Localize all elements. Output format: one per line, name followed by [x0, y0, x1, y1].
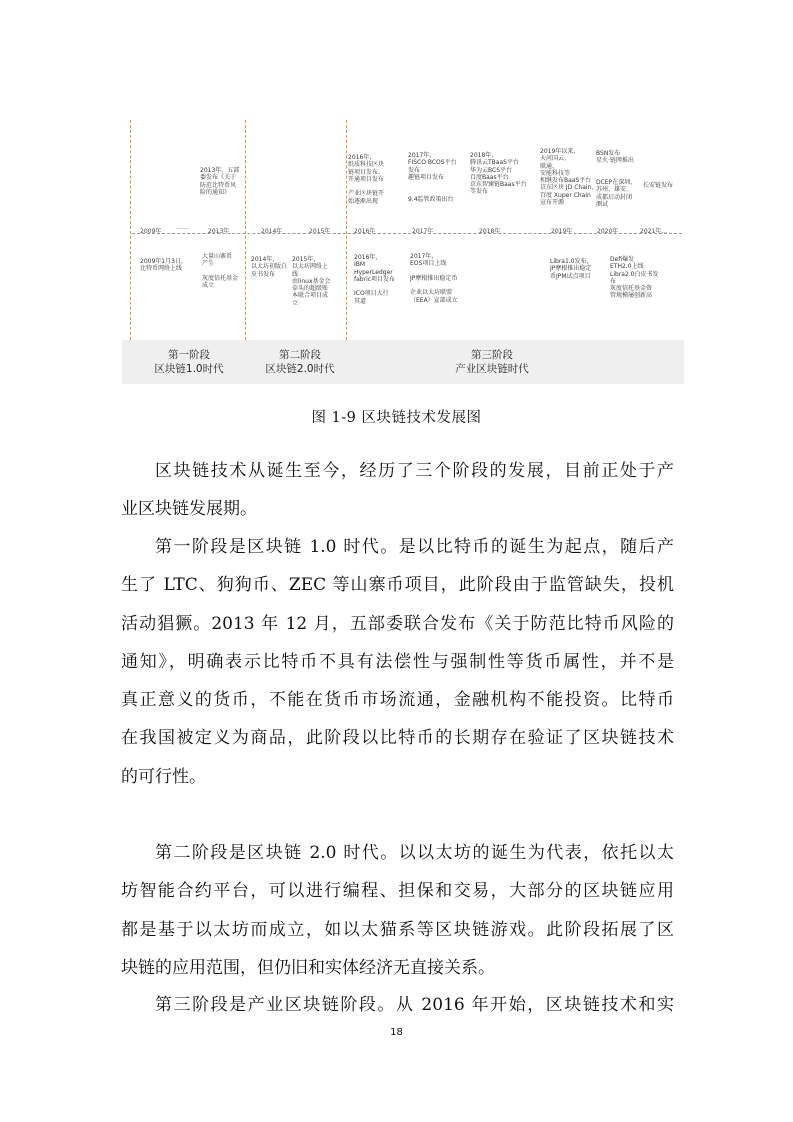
year-label: 2018年	[479, 228, 501, 235]
timeline-event: 2014年， 以太坊初版白 皮书发布	[251, 256, 288, 278]
year-label: 2015年	[309, 228, 331, 235]
body-paragraph: 第二阶段是区块链 2.0 时代。以以太坊的诞生为代表，依托以太 坊智能合约平台，可以进行编程、担保和交易，大部分的区块链应用 都是基于以太坊而成立，如以太猫系等区块链游戏。此阶段拓展了区 块链的应用范围，但仍旧和实体经济无直接关系。	[121, 843, 674, 978]
timeline-event: 2018年， 腾讯云TBaaS平台 华为云BCS平台 百度Baas平台 京东智臻链Baas平台 等发布	[470, 152, 527, 196]
timeline-event: 2017年， FISCO BCOS平台 发布 趣链项目发布 9.4监管政策出台	[408, 152, 457, 203]
page-number: 18	[390, 1027, 403, 1038]
timeline-event: 2015年， 以太坊网络上 线 由linux基金会 牵头的超级账 本联合项目成 立	[292, 256, 331, 307]
year-label: 2020年	[597, 228, 619, 235]
timeline-event: BSN发布 星火·链网推出 DCEP在深圳、 苏州、雄安、 成都启动封闭 测试	[596, 150, 637, 209]
year-label: 2021年…	[640, 228, 668, 235]
stage-divider	[346, 120, 347, 340]
timeline-event: 2013年，五部 委发布《关于 防范比特币风 险的通知》	[200, 167, 240, 196]
year-label: 2016年	[354, 228, 376, 235]
body-paragraph: 第三阶段是产业区块链阶段。从 2016 年开始，区块链技术和实	[155, 995, 674, 1015]
timeline-event: 长安链发布	[643, 182, 674, 189]
body-paragraph: 第一阶段是区块链 1.0 时代。是以比特币的诞生为起点，随后产 生了 LTC、狗狗币、ZEC 等山寨币项目，此阶段由于监管缺失，投机 活动猖獗。2013 年 12 月，五部委联合发布《关于防范比特币风险的 通知》，明确表示比特币不具有法偿性与强制性等货币属性，并不是 真正意义的货币，不能在货币市场流通，金融机构不能投资。比特币 在我国被定义为商品，此阶段以比特币的长期存在验证了区块链技术 的可行性。	[121, 537, 674, 787]
timeline-event: 2017年， EOS项目上线 JP摩根推出稳定币 企业以太坊联盟 （EEA）宣部成立	[410, 253, 458, 304]
year-label: 2009年	[140, 228, 162, 235]
timeline-event: 2009年1月3日， 比特币网络上线	[140, 258, 187, 273]
year-label: 2014年	[261, 228, 283, 235]
year-label: ……	[177, 224, 189, 231]
stage-label: 第三阶段 产业区块链时代	[455, 349, 529, 375]
stage-divider	[130, 120, 131, 340]
figure-caption: 图 1-9 区块链技术发展图	[311, 410, 482, 426]
body-paragraph: 区块链技术从诞生至今，经历了三个阶段的发展，目前正处于产 业区块链发展期。	[121, 461, 674, 520]
stage-divider	[245, 120, 246, 340]
timeline-event: Libra1.0发布， JP摩根推出稳定 币JPM试点项目	[550, 258, 593, 280]
year-label: 2017年	[412, 228, 434, 235]
stage-label: 第二阶段 区块链2.0时代	[265, 349, 335, 375]
timeline-event: 2019年以来， 天河国云、 联通、 安能科技等 相继发布BaaS平台 京东区块 JD Chain、 百度 Xuper Chain 宣布开源	[540, 148, 598, 207]
timeline-figure	[122, 112, 684, 384]
timeline-event: 大量山寨币 产生 灰度信托基金 成立	[202, 253, 239, 290]
timeline-event: 2016年， 纸质科技区块 链项目发布， 开通项目发布 产业区块链开 始逐渐出现	[348, 154, 385, 205]
timeline-event: 2016年， IBM HyperLedger fabric项目发布 ICO项目大行 其道	[354, 254, 396, 305]
year-label: 2013年	[208, 228, 230, 235]
stage-label: 第一阶段 区块链1.0时代	[154, 349, 224, 375]
timeline-event: Defi爆发 ETH2.0上线 Libra2.0白皮书发 布 灰度信托基金资 管规模屡创新高	[610, 256, 659, 300]
year-label: 2019年	[551, 228, 573, 235]
